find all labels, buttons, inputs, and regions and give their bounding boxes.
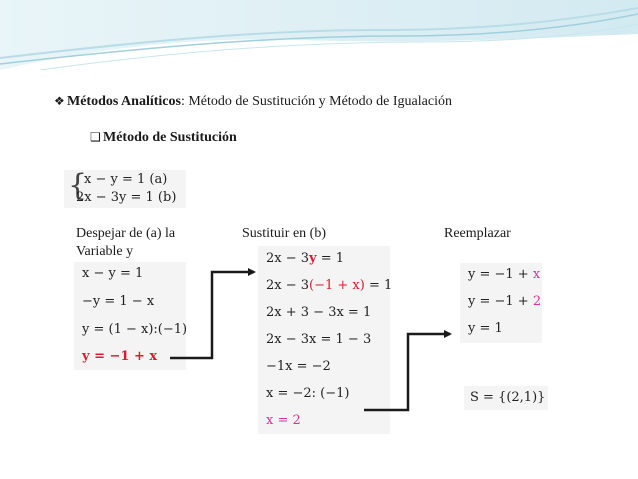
solution-text: S = {(2,1)} [470,390,546,405]
title-rest: : Método de Sustitución y Método de Igualación [180,94,452,109]
sustituir-step-5: −1x = −2 [266,359,331,374]
sustituir-label: Sustituir en (b) [242,226,326,241]
despejar-step-1: x − y = 1 [82,266,144,281]
diamond-bullet-icon: ❖ [54,94,65,108]
sustituir-step-1-y: y [309,251,317,266]
despejar-label-line2: Variable y [76,244,134,259]
reemplazar-step-1-pre: y = −1 + [468,267,533,282]
sustituir-step-3: 2x + 3 − 3x = 1 [266,305,372,320]
arrow-despejar-to-sustituir [170,272,254,358]
sustituir-step-2-sub: (−1 + x) [309,278,365,293]
sustituir-step-1-post: = 1 [316,251,345,266]
reemplazar-step-2-val: 2 [532,294,542,309]
sustituir-step-4: 2x − 3x = 1 − 3 [266,332,372,347]
despejar-step-3: y = (1 − x):(−1) [82,322,188,337]
sustituir-step-2-pre: 2x − 3 [266,278,310,293]
reemplazar-label: Reemplazar [444,226,511,241]
checkbox-bullet-icon: ❑ [90,130,101,144]
sustituir-step-2-post: = 1 [364,278,393,293]
reemplazar-step-2-pre: y = −1 + [468,294,533,309]
equation-b: 2x − 3y = 1 (b) [76,190,177,205]
despejar-label-line1: Despejar de (a) la [76,226,176,241]
arrow-sustituir-to-reemplazar [364,334,450,410]
sustituir-step-6: x = −2: (−1) [266,386,350,401]
subtitle-text: Método de Sustitución [103,130,237,145]
sustituir-step-1-pre: 2x − 3 [266,251,310,266]
title-bold: Métodos Analíticos [67,94,181,109]
despejar-result: y = −1 + x [82,349,158,364]
system-brace: { [68,168,88,203]
reemplazar-step-3: y = 1 [468,321,503,336]
equation-a: x − y = 1 (a) [84,172,168,187]
reemplazar-step-1-var: x [532,267,541,282]
sustituir-result: x = 2 [266,413,301,428]
despejar-step-2: −y = 1 − x [82,294,155,309]
